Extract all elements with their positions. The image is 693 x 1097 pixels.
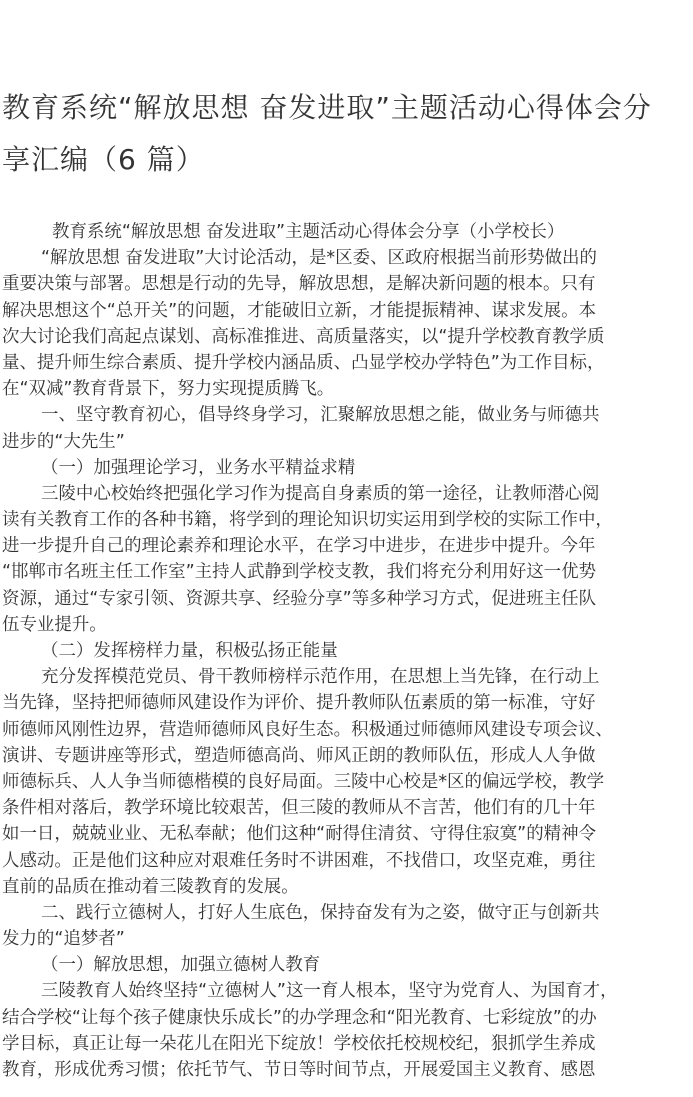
text-line: 教育，形成优秀习惯；依托节气、节日等时间节点，开展爱国主义教育、感恩 xyxy=(2,1060,596,1080)
text-line: “解放思想 奋发进取”大讨论活动，是*区委、区政府根据当前形势做出的 xyxy=(41,248,597,269)
text-line: “邯郸市名班主任工作室”主持人武静到学校支教，我们将充分利用好这一优势 xyxy=(2,562,597,583)
section-heading-1-cont: 进步的“大先生” xyxy=(2,431,125,452)
subsection-heading: （一）加强理论学习，业务水平精益求精 xyxy=(41,457,356,478)
section-heading-1: 一、坚守教育初心，倡导终身学习，汇聚解放思想之能，做业务与师德共 xyxy=(41,405,600,426)
text-line: 在“双减”教育背景下，努力实现提质腾飞。 xyxy=(2,379,335,400)
text-line: 资源，通过“专家引领、资源共享、经验分享”等多种学习方式，促进班主任队 xyxy=(2,588,597,609)
section-heading-2: 二、践行立德树人，打好人生底色，保持奋发有为之姿，做守正与创新共 xyxy=(41,902,600,923)
article-body xyxy=(2,219,693,1083)
text-line: 重要决策与部署。思想是行动的先导，解放思想，是解决新问题的根本。只有 xyxy=(2,274,596,295)
text-line: 三陵中心校始终把强化学习作为提高自身素质的第一途径，让教师潜心阅 xyxy=(41,483,600,504)
subsection-heading: （一）解放思想，加强立德树人教育 xyxy=(41,955,321,976)
text-line: 次大讨论我们高起点谋划、高标准推进、高质量落实，以“提升学校教育教学质 xyxy=(2,326,605,347)
article-subtitle: 教育系统“解放思想 奋发进取”主题活动心得体会分享（小学校长） xyxy=(52,222,565,242)
text-line: 当先锋，坚持把师德师风建设作为评价、提升教师队伍素质的第一标准，守好 xyxy=(2,693,596,714)
text-line: 解决思想这个“总开关”的问题，才能破旧立新，才能提振精神、谋求发展。本 xyxy=(2,300,597,321)
text-line: 伍专业提升。 xyxy=(2,614,107,635)
text-line: 进一步提升自己的理论素养和理论水平，在学习中进步，在进步中提升。今年 xyxy=(2,536,596,557)
text-line: 三陵教育人始终坚持“立德树人”这一育人根本，坚守为党育人、为国育才， xyxy=(41,981,618,1002)
section-heading-2-cont: 发力的“追梦者” xyxy=(2,929,125,950)
text-line: 量、提升师生综合素质、提升学校内涵品质、凸显学校办学特色”为工作目标， xyxy=(2,352,605,373)
text-line: 结合学校“让每个孩子健康快乐成长”的办学理念和“阳光教育、七彩绽放”的办 xyxy=(2,1007,597,1028)
text-line: 学目标，真正让每一朵花儿在阳光下绽放！学校依托校规校纪，狠抓学生养成 xyxy=(2,1033,596,1054)
text-line: 师德标兵、人人争当师德楷模的良好局面。三陵中心校是*区的偏远学校，教学 xyxy=(2,771,605,792)
text-line: 演讲、专题讲座等形式，塑造师德高尚、师风正朗的教师队伍，形成人人争做 xyxy=(2,745,596,766)
text-line: 直前的品质在推动着三陵教育的发展。 xyxy=(2,876,299,897)
subsection-heading: （二）发挥榜样力量，积极弘扬正能量 xyxy=(41,641,338,661)
title-line: 教育系统“解放思想 奋发进取”主题活动心得体会分 xyxy=(2,91,652,124)
text-line: 读有关教育工作的各种书籍，将学到的理论知识切实运用到学校的实际工作中， xyxy=(2,510,613,531)
text-line: 条件相对落后，教学环境比较艰苦，但三陵的教师从不言苦，他们有的几十年 xyxy=(2,798,596,819)
document-title xyxy=(2,82,682,186)
text-line: 充分发挥模范党员、骨干教师榜样示范作用，在思想上当先锋，在行动上 xyxy=(41,667,600,688)
text-line: 师德师风刚性边界，营造师德师风良好生态。积极通过师德师风建设专项会议、 xyxy=(2,719,613,740)
text-line: 人感动。正是他们这种应对艰难任务时不讲困难，不找借口，攻坚克难，勇往 xyxy=(2,850,596,871)
title-line: 享汇编（6 篇） xyxy=(2,143,205,176)
text-line: 如一日，兢兢业业、无私奉献；他们这种“耐得住清贫、守得住寂寞”的精神令 xyxy=(2,824,597,845)
